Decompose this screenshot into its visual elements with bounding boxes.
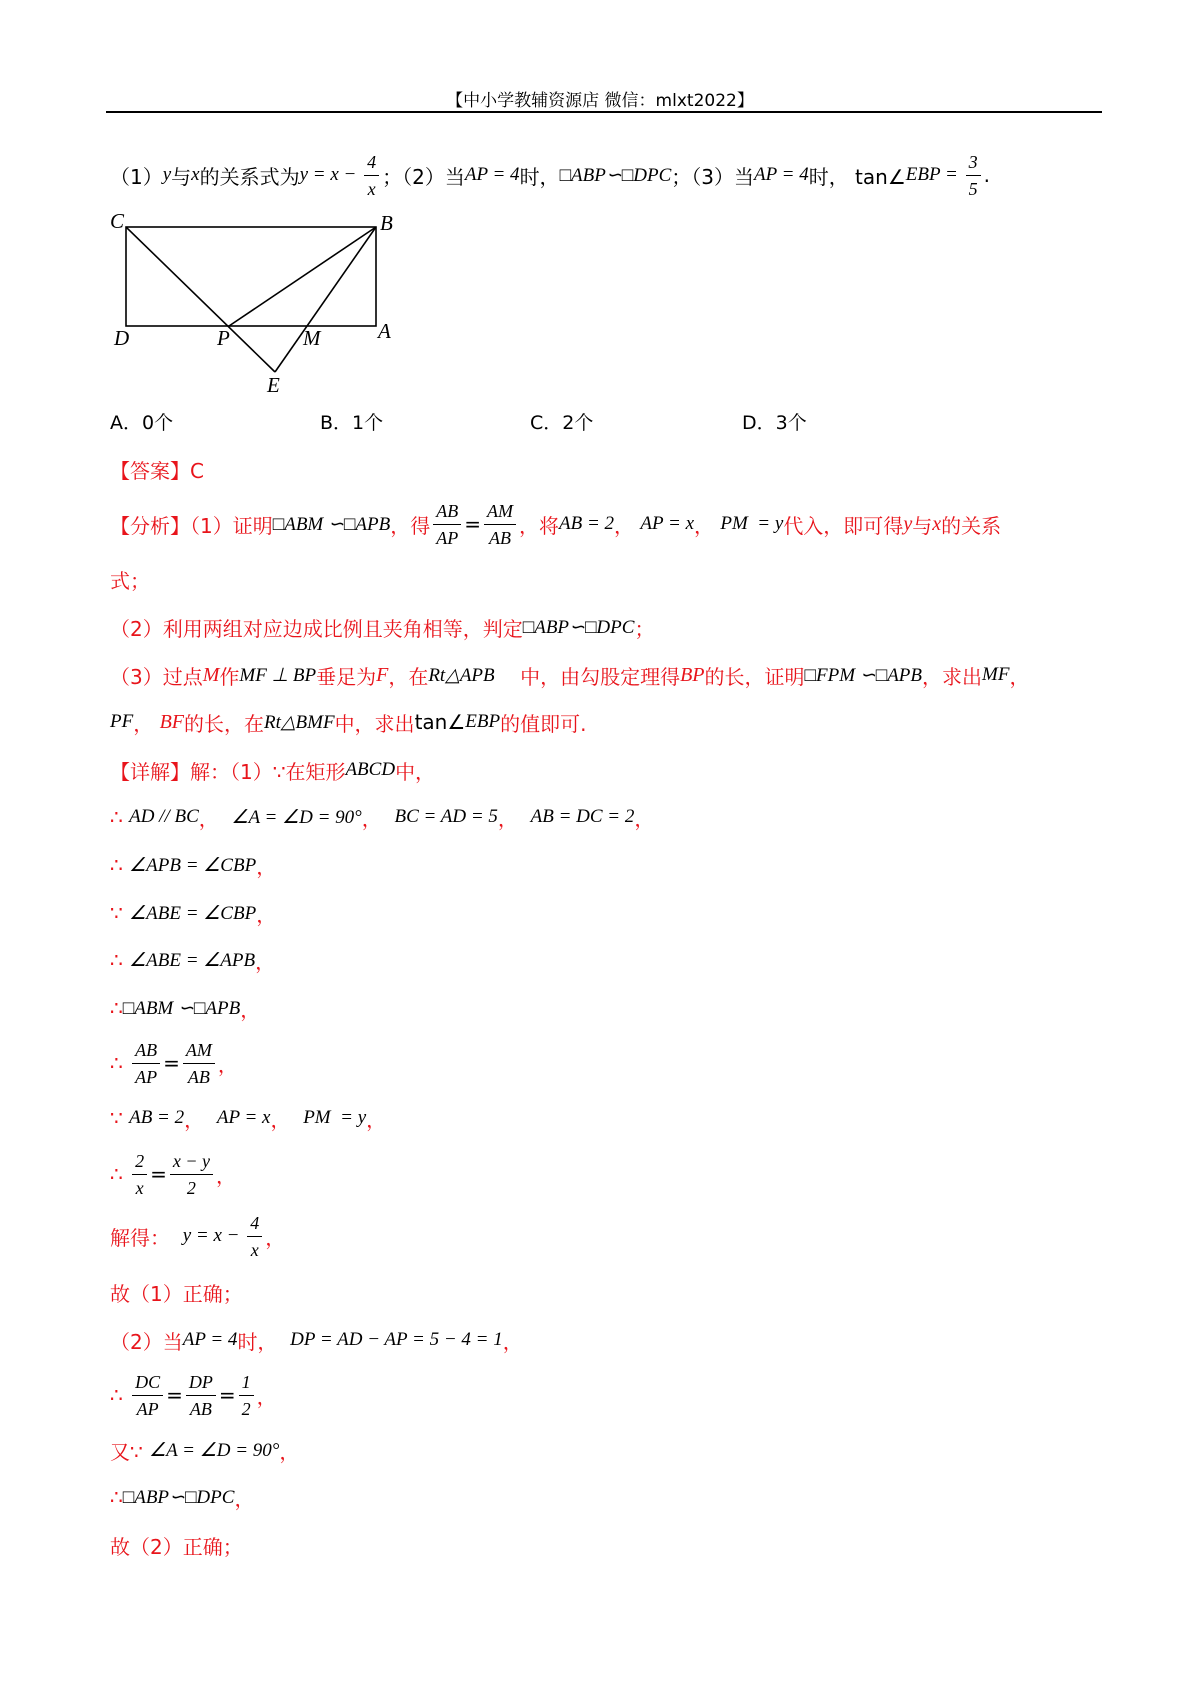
text-span: ∵ xyxy=(110,1106,130,1130)
text-span: ∵ xyxy=(110,901,130,925)
fraction-denominator: AP xyxy=(436,527,459,548)
text-span: ， xyxy=(133,711,160,736)
text-line xyxy=(110,1277,243,1307)
text-span: . xyxy=(983,163,990,187)
fraction-denominator: AB xyxy=(189,1398,212,1419)
text-line xyxy=(110,1435,299,1465)
text-span: 垂足为 xyxy=(316,664,377,689)
text-line xyxy=(110,1039,238,1087)
label-d: D xyxy=(114,326,130,350)
math-text: ∠ABE = ∠APB xyxy=(129,949,256,971)
label-m: M xyxy=(303,326,321,350)
text-span: tan∠ xyxy=(414,710,466,734)
math-text: BP xyxy=(680,663,705,686)
label-b: B xyxy=(380,211,393,235)
label-p: P xyxy=(217,326,230,350)
text-line xyxy=(110,1530,243,1560)
text-span: ， xyxy=(497,806,531,831)
text-span: ， xyxy=(215,1163,236,1188)
fraction-denominator: AP xyxy=(136,1398,159,1419)
text-span: ， xyxy=(614,513,641,538)
option-c: C．2个 xyxy=(530,412,594,434)
math-text: AB = 2 xyxy=(558,513,615,534)
fraction xyxy=(966,149,981,202)
math-text: y = x − xyxy=(299,164,362,185)
text-line xyxy=(110,1150,236,1198)
text-span: ，求出 xyxy=(922,664,983,689)
math-text: ∠APB = ∠CBP xyxy=(129,854,257,876)
math-text: □ABP∽□DPC xyxy=(559,164,672,186)
segment-bp xyxy=(229,227,376,326)
math-text: AB = 2 xyxy=(129,1107,185,1128)
text-span: = xyxy=(163,1051,180,1075)
text-span: 【分析】（1）证明 xyxy=(110,513,273,538)
math-text: AP = 4 xyxy=(754,164,809,185)
text-line xyxy=(110,945,275,975)
text-line xyxy=(110,1212,286,1260)
page-header: 【中小学教辅资源店 微信：mlxt2022】 xyxy=(446,91,754,111)
fraction-numerator: x − y xyxy=(170,1148,213,1175)
text-line xyxy=(110,500,1002,548)
fraction-denominator: x xyxy=(367,178,376,199)
fraction-numerator: DP xyxy=(186,1369,216,1396)
math-text: Rt△APB xyxy=(428,664,495,686)
fraction-numerator: 4 xyxy=(247,1210,262,1237)
text-span: 的长，证明 xyxy=(704,664,805,689)
math-text: EBP xyxy=(465,711,501,732)
fraction-numerator: DC xyxy=(132,1369,163,1396)
text-span: 代入，即可得 xyxy=(783,513,904,538)
fraction-denominator: 5 xyxy=(968,178,978,199)
fraction xyxy=(132,1369,163,1422)
math-text: BF xyxy=(159,710,185,733)
text-span: 作 xyxy=(219,664,240,689)
option-b: B．1个 xyxy=(320,412,384,434)
fraction-numerator: 4 xyxy=(364,149,379,176)
text-span: 故（2）正确； xyxy=(110,1534,243,1559)
text-span: 【答案】C xyxy=(110,458,204,483)
text-span: 又∵ xyxy=(110,1439,150,1464)
math-text: □ABM ∽□APB xyxy=(272,513,391,535)
text-line xyxy=(110,898,276,928)
fraction-numerator: AM xyxy=(484,498,516,525)
math-text: MF ⊥ BP xyxy=(239,664,317,686)
label-e: E xyxy=(267,373,280,397)
text-span: ∴ xyxy=(110,853,130,877)
option-d: D．3个 xyxy=(742,412,807,434)
text-line xyxy=(110,612,654,642)
text-line xyxy=(110,1371,277,1419)
fraction xyxy=(183,1037,215,1090)
fraction-denominator: AB xyxy=(187,1066,210,1087)
text-span: （2）利用两组对应边成比例且夹角相等，判定 xyxy=(110,616,523,641)
fraction-denominator: x xyxy=(135,1177,144,1198)
text-line xyxy=(110,1103,386,1133)
math-text: ∠ABE = ∠CBP xyxy=(129,902,257,924)
text-span: （1） xyxy=(110,164,163,189)
text-span: ， xyxy=(366,1107,387,1132)
option-a: A．0个 xyxy=(110,412,174,434)
text-span: ；（3）当 xyxy=(671,164,754,189)
text-span: ， xyxy=(198,806,232,831)
math-text: □ABM ∽□APB xyxy=(122,997,241,1019)
text-span: ，将 xyxy=(518,513,559,538)
text-span: 与 xyxy=(912,513,933,538)
text-span: 【详解】解：（1）∵在矩形 xyxy=(110,759,346,784)
text-line xyxy=(110,660,1029,690)
fraction-numerator: 3 xyxy=(966,149,981,176)
text-span: ， xyxy=(634,806,655,831)
text-span: ， xyxy=(256,902,277,927)
fraction-denominator: 2 xyxy=(241,1398,251,1419)
segment-be xyxy=(275,227,376,372)
text-span: ∴ xyxy=(110,1162,130,1186)
math-text: y xyxy=(903,512,913,535)
fraction xyxy=(239,1369,254,1422)
text-span: ∴ xyxy=(110,948,130,972)
math-text: AD // BC xyxy=(129,806,199,827)
text-span: 与 xyxy=(171,164,192,189)
text-span: 的关系式为 xyxy=(199,164,300,189)
text-span: 解得： xyxy=(110,1225,183,1250)
text-span: 中，求出 xyxy=(334,711,415,736)
text-line xyxy=(110,707,586,737)
text-span: 时， xyxy=(237,1329,291,1354)
math-text: ∠A = ∠D = 90° xyxy=(149,1439,280,1461)
math-text: PF xyxy=(110,711,134,732)
math-text: AP = 4 xyxy=(182,1329,238,1350)
text-span: 的关系 xyxy=(941,513,1002,538)
text-line xyxy=(110,151,990,199)
text-line xyxy=(110,1482,254,1512)
fraction-denominator: AP xyxy=(135,1066,158,1087)
math-text: x xyxy=(191,164,200,185)
fraction-numerator: 1 xyxy=(239,1369,254,1396)
text-span: 中，由勾股定理得 xyxy=(494,664,681,689)
text-span: ， xyxy=(361,806,395,831)
math-text: M xyxy=(202,663,220,686)
text-span: 的值即可. xyxy=(500,711,587,736)
math-text: PM = y xyxy=(303,1107,367,1128)
text-span: 式； xyxy=(110,568,150,593)
text-span: 中， xyxy=(395,759,436,784)
math-text: AB = DC = 2 xyxy=(530,806,635,827)
fraction-denominator: 2 xyxy=(186,1177,196,1198)
fraction xyxy=(132,1037,160,1090)
fraction-numerator: AM xyxy=(183,1037,215,1064)
label-c: C xyxy=(110,209,125,233)
math-text: EBP = xyxy=(905,164,963,185)
text-span: ，在 xyxy=(388,664,429,689)
text-span: （3）过点 xyxy=(110,664,203,689)
fraction xyxy=(484,498,516,551)
text-span: ， xyxy=(256,854,277,879)
text-span: ， xyxy=(502,1329,523,1354)
math-text: AP = 4 xyxy=(464,164,520,185)
fraction-denominator: AB xyxy=(488,527,511,548)
math-text: □FPM ∽□APB xyxy=(804,664,923,686)
text-span: ， xyxy=(279,1439,300,1464)
fraction xyxy=(364,149,379,202)
text-span: ， xyxy=(694,513,721,538)
fraction-numerator: AB xyxy=(132,1037,160,1064)
math-text: AP = x xyxy=(216,1107,271,1128)
text-line xyxy=(110,850,276,880)
fraction-denominator: x xyxy=(250,1239,259,1260)
text-line xyxy=(110,1325,523,1355)
text-line xyxy=(110,993,260,1023)
text-span: 时， tan∠ xyxy=(808,164,906,189)
math-text: y xyxy=(162,164,172,185)
label-a: A xyxy=(378,319,391,343)
text-span: ∴ xyxy=(110,1051,130,1075)
math-text: ABCD xyxy=(345,759,396,780)
text-span: ， xyxy=(240,997,261,1022)
fraction-numerator: AB xyxy=(433,498,461,525)
math-text: x xyxy=(932,512,942,535)
text-span: 的长，在 xyxy=(184,711,265,736)
math-text: PM = y xyxy=(720,513,784,534)
text-span: = xyxy=(218,1383,236,1407)
text-span: ∴ xyxy=(110,805,130,829)
fraction xyxy=(132,1148,147,1201)
text-line xyxy=(110,802,654,832)
math-text: ∠A = ∠D = 90° xyxy=(231,806,362,828)
text-span: ； xyxy=(634,616,655,641)
text-span: （2）当 xyxy=(110,1329,183,1354)
text-span: ∴ xyxy=(110,1485,123,1509)
fraction xyxy=(170,1148,213,1201)
fraction xyxy=(247,1210,262,1263)
math-text: □ABP∽□DPC xyxy=(522,616,635,638)
text-span: ， xyxy=(217,1052,238,1077)
math-text: AP = x xyxy=(640,513,695,534)
math-text: □ABP∽□DPC xyxy=(122,1486,235,1508)
text-span: ， xyxy=(255,949,276,974)
text-span: 时， xyxy=(519,164,560,189)
text-span: ，得 xyxy=(390,513,431,538)
math-text: BC = AD = 5 xyxy=(394,806,498,827)
math-text: y = x − xyxy=(182,1225,245,1246)
text-span: ， xyxy=(256,1384,277,1409)
text-span: ， xyxy=(1009,664,1030,689)
text-span: ， xyxy=(265,1225,286,1250)
text-span: ， xyxy=(234,1486,255,1511)
fraction xyxy=(186,1369,216,1422)
math-text: F xyxy=(376,663,389,686)
text-line xyxy=(110,755,435,785)
geometry-diagram xyxy=(0,0,1200,420)
text-span: ， xyxy=(184,1107,217,1132)
text-span: ∴ xyxy=(110,996,123,1020)
text-span: ；（2）当 xyxy=(382,164,465,189)
text-span: = xyxy=(150,1162,167,1186)
math-text: Rt△BMF xyxy=(264,711,335,733)
text-line xyxy=(110,564,150,594)
fraction-numerator: 2 xyxy=(132,1148,147,1175)
text-span: = xyxy=(464,512,481,536)
text-line xyxy=(110,454,204,484)
text-span: 故（1）正确； xyxy=(110,1281,243,1306)
math-text: DP = AD − AP = 5 − 4 = 1 xyxy=(290,1329,503,1350)
math-text: MF xyxy=(982,664,1010,685)
segment-ce xyxy=(126,227,275,372)
text-span: ， xyxy=(270,1107,304,1132)
text-span: = xyxy=(166,1383,183,1407)
text-span: ∴ xyxy=(110,1383,130,1407)
fraction xyxy=(433,498,461,551)
